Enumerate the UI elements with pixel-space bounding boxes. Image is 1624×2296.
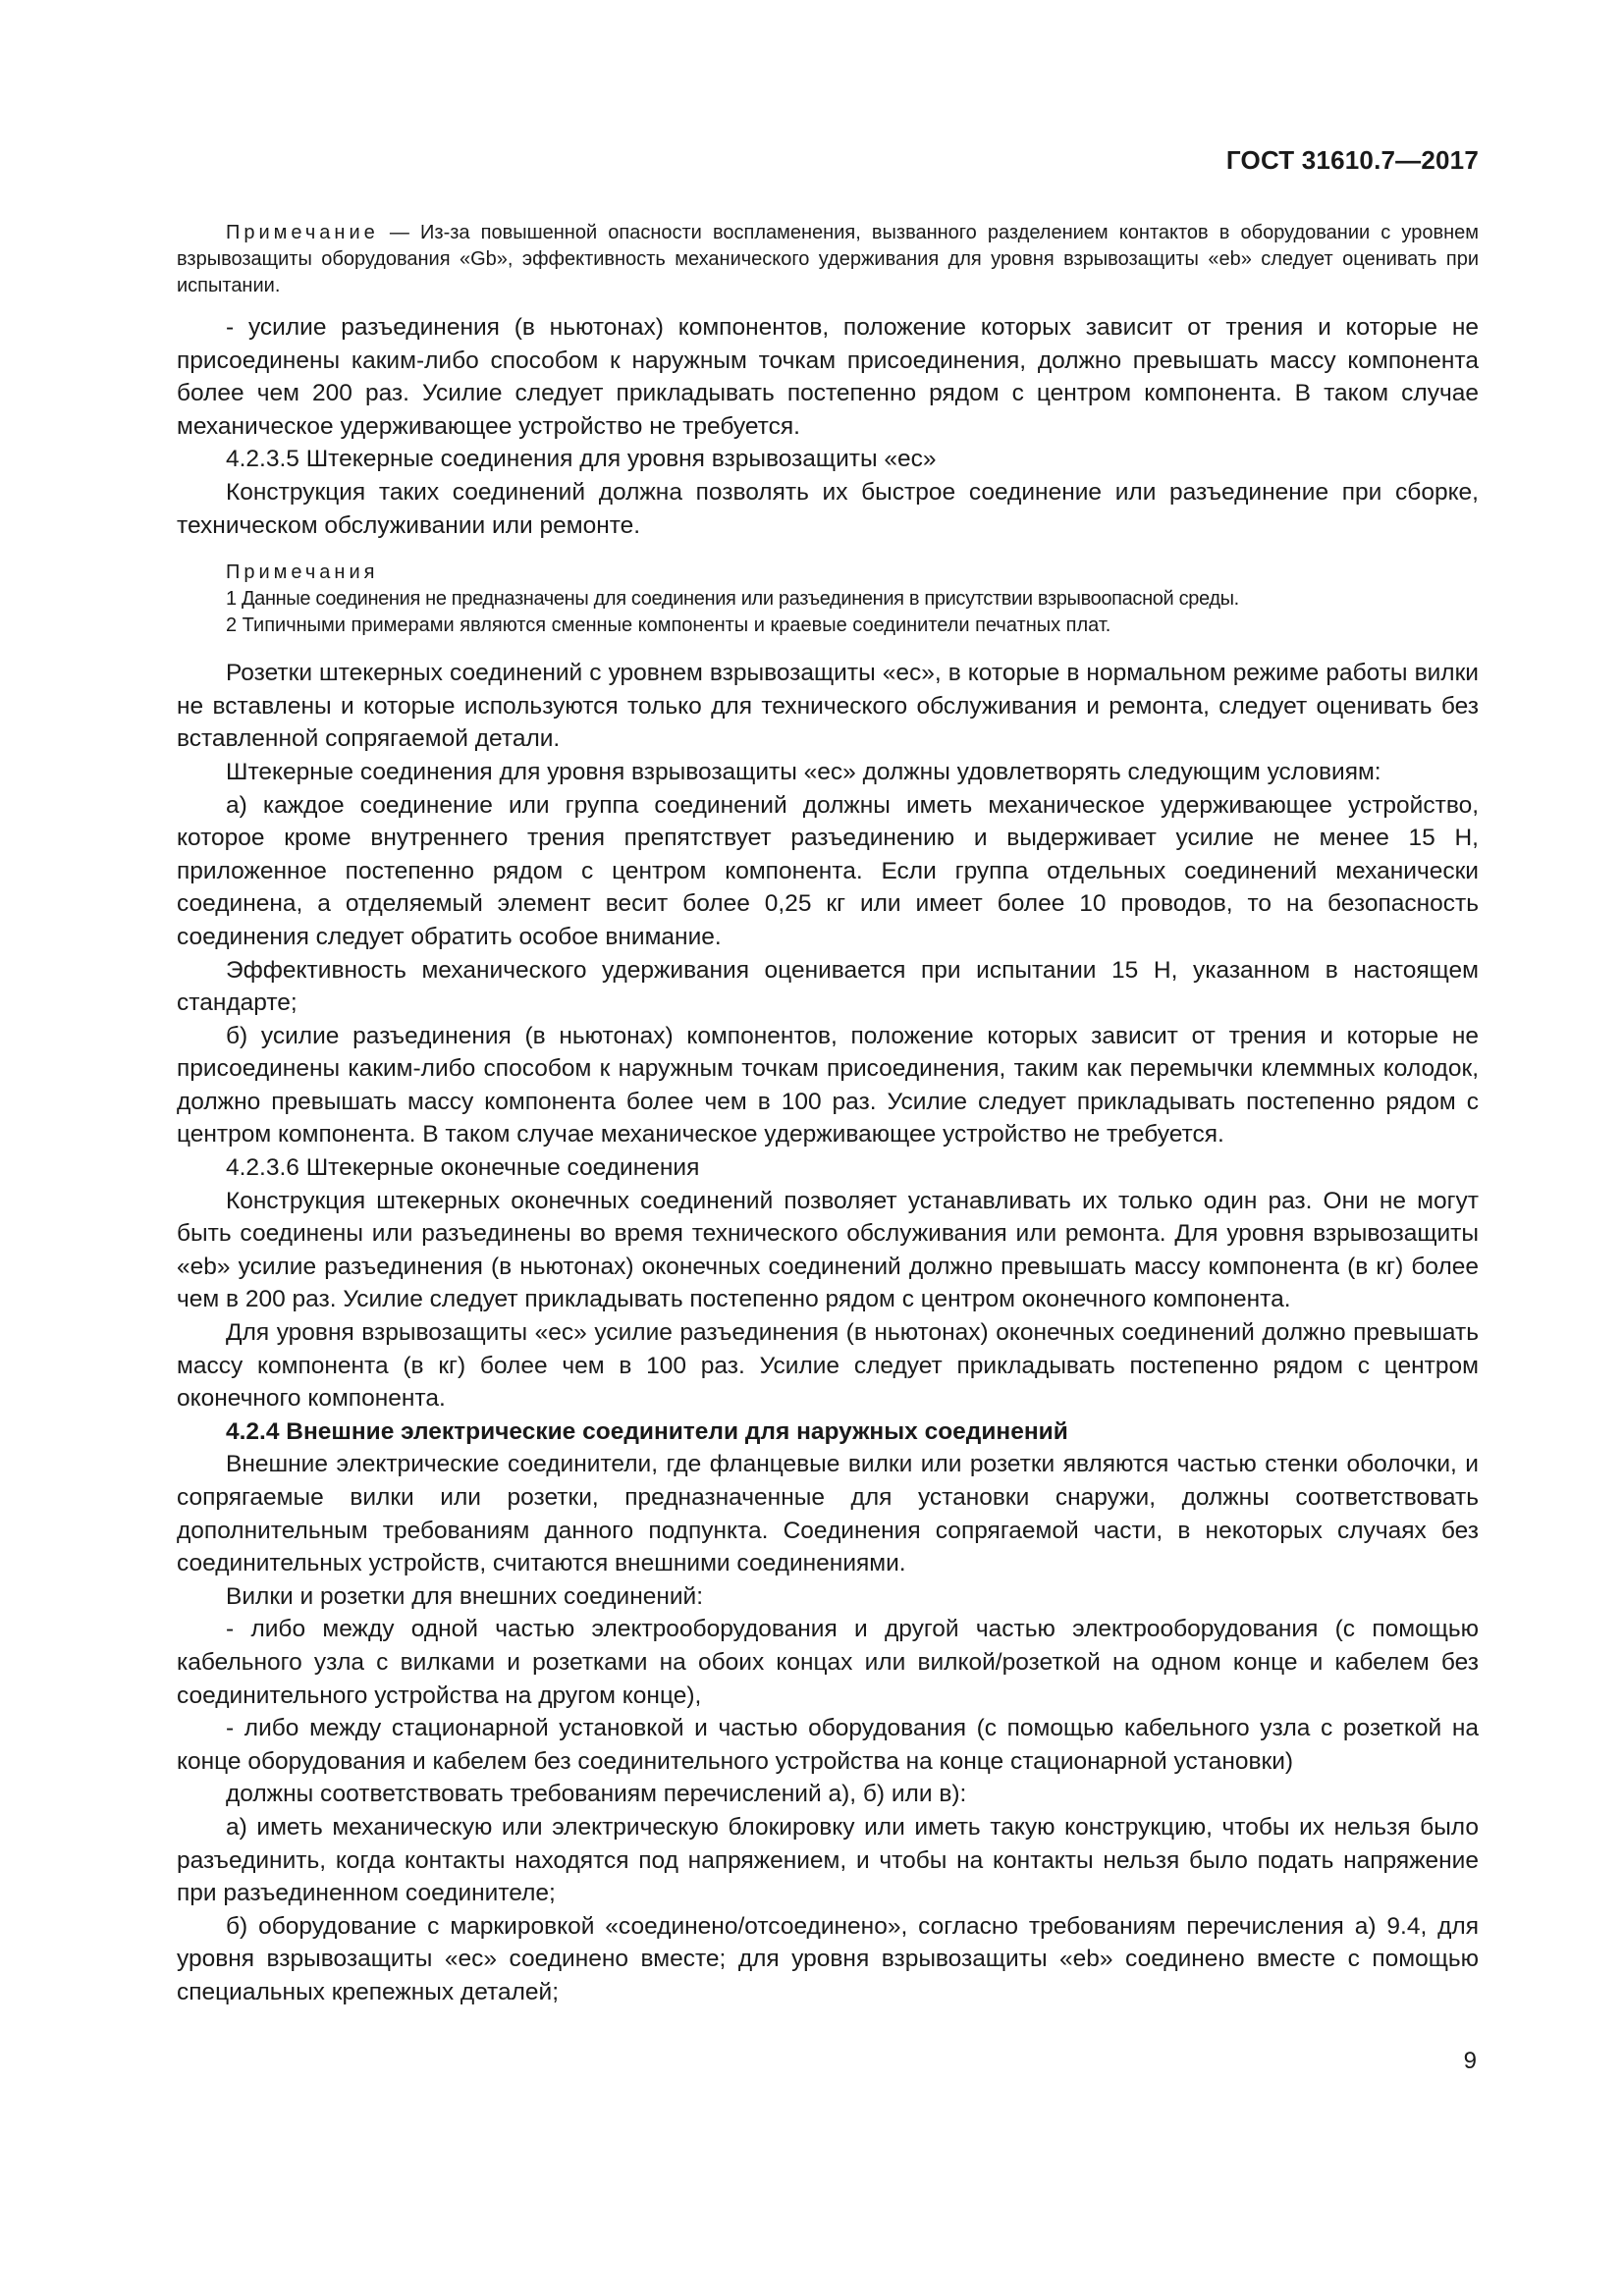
note-item-1: 1 Данные соединения не предназначены для соединения или разъединения в присутствии взрывоопасной среды. [226, 588, 1239, 611]
list-item-b-separation-force: б) усилие разъединения (в ньютонах) компонентов, положение которых зависит от трения и которые не присоединены каким-либо способом к наружным точкам присоединения, таким как перемычки клеммных колодок, должно превышать массу компонента более чем в 100 раз. Усилие следует прикладывать постепенно рядом с центром компонента. В таком случае механическое удерживающее устройство не требуется. [177, 1022, 1479, 1148]
paragraph-requirements-ref: должны соответствовать требованиям перечислений а), б) или в): [226, 1781, 967, 1808]
note-item-2: 2 Типичными примерами являются сменные компоненты и краевые соединители печатных плат. [226, 614, 1111, 637]
note-text: — Из-за повышенной опасности воспламенения, вызванного разделением контактов в оборудовании с уровнем взрывозащиты оборудования «Gb», эффективность механического удерживания для уровня взрывозащиты «eb» следует оценивать при испытании. [177, 222, 1479, 296]
list-item-between-equipment: - либо между одной частью электрооборудования и другой частью электрооборудования (с помощью кабельного узла с вилками и розетками на обоих концах или вилкой/розеткой на одном конце и кабелем без соединительного устройства на другом конце), [177, 1616, 1479, 1709]
standard-designation: ГОСТ 31610.7—2017 [1225, 145, 1479, 175]
paragraph-separation-force-eb: - усилие разъединения (в ньютонах) компонентов, положение которых зависит от трения и которые не присоединены каким-либо способом к наружным точкам присоединения, должно превышать массу компонента более чем 200 раз. Усилие следует прикладывать постепенно рядом с центром компонента. В таком случае механическое удерживающее устройство не требуется. [177, 314, 1479, 440]
notes-label: Примечания [226, 561, 379, 584]
list-item-a-interlock: а) иметь механическую или электрическую блокировку или иметь такую конструкцию, чтобы их нельзя было разъединить, когда контакты находятся под напряжением, и чтобы на контакты нельзя было подать напряжение при разъединенном соединителе; [177, 1813, 1479, 1907]
list-item-a-retention: а) каждое соединение или группа соединений должны иметь механическое удерживающее устройство, которое кроме внутреннего трения препятствует разъединению и выдерживает усилие не менее 15 Н, приложенное постепенно рядом с центром компонента. Если группа отдельных соединений механически соединена, а отделяемый элемент весит более 0,25 кг или имеет более 10 проводов, то на безопасность соединения следует обратить особое внимание. [177, 791, 1479, 950]
paragraph-connection-design: Конструкция таких соединений должна позволять их быстрое соединение или разъединение при сборке, техническом обслуживании или ремонте. [177, 478, 1479, 539]
paragraph-sockets: Розетки штекерных соединений с уровнем взрывозащиты «ec», в которые в нормальном режиме работы вилки не вставлены и которые используются только для технического обслуживания и ремонта, следует оценивать без вставленной сопрягаемой детали. [177, 660, 1479, 753]
paragraph-retention-test: Эффективность механического удерживания оценивается при испытании 15 Н, указанном в настоящем стандарте; [177, 956, 1479, 1017]
paragraph-terminal-connections: Конструкция штекерных оконечных соединений позволяет устанавливать их только один раз. Они не могут быть соединены или разъединены во время технического обслуживания или ремонта. Для уровня взрывозащиты «eb» усилие разъединения (в ньютонах) оконечных соединений должно превышать массу компонента (в кг) более чем в 200 раз. Усилие следует прикладывать постепенно рядом с центром оконечного компонента. [177, 1187, 1479, 1313]
paragraph-plugs-sockets-intro: Вилки и розетки для внешних соединений: [226, 1582, 704, 1610]
list-item-fixed-installation: - либо между стационарной установкой и частью оборудования (с помощью кабельного узла с розеткой на конце оборудования и кабелем без соединительного устройства на конце стационарной установки) [177, 1715, 1479, 1775]
paragraph-external-connectors: Внешние электрические соединители, где фланцевые вилки или розетки являются частью стенки оболочки, и сопрягаемые вилки или розетки, предназначенные для установки снаружи, должны соответствовать дополнительным требованиям данного подпункта. Соединения сопрягаемой части, в некоторых случаях без соединительных устройств, считаются внешними соединениями. [177, 1451, 1479, 1577]
paragraph-conditions-intro: Штекерные соединения для уровня взрывозащиты «ec» должны удовлетворять следующим условиям: [226, 758, 1381, 785]
document-body [177, 220, 1479, 2009]
clause-heading-4-2-4: 4.2.4 Внешние электрические соединители для наружных соединений [226, 1417, 1068, 1445]
list-item-b-marking: б) оборудование с маркировкой «соединено/отсоединено», согласно требованиям перечисления а) 9.4, для уровня взрывозащиты «ec» соединено вместе; для уровня взрывозащиты «eb» соединено вместе с помощью специальных крепежных деталей; [177, 1912, 1479, 2005]
note-label: Примечание [226, 222, 379, 243]
clause-heading-4-2-3-5: 4.2.3.5 Штекерные соединения для уровня взрывозащиты «ec» [226, 446, 937, 473]
note-paragraph [177, 220, 1479, 299]
clause-heading-4-2-3-6: 4.2.3.6 Штекерные оконечные соединения [226, 1154, 700, 1182]
paragraph-terminal-ec: Для уровня взрывозащиты «ec» усилие разъединения (в ньютонах) оконечных соединений должно превышать массу компонента (в кг) более чем в 100 раз. Усилие следует прикладывать постепенно рядом с центром оконечного компонента. [177, 1319, 1479, 1413]
page-number: 9 [1463, 2048, 1477, 2074]
